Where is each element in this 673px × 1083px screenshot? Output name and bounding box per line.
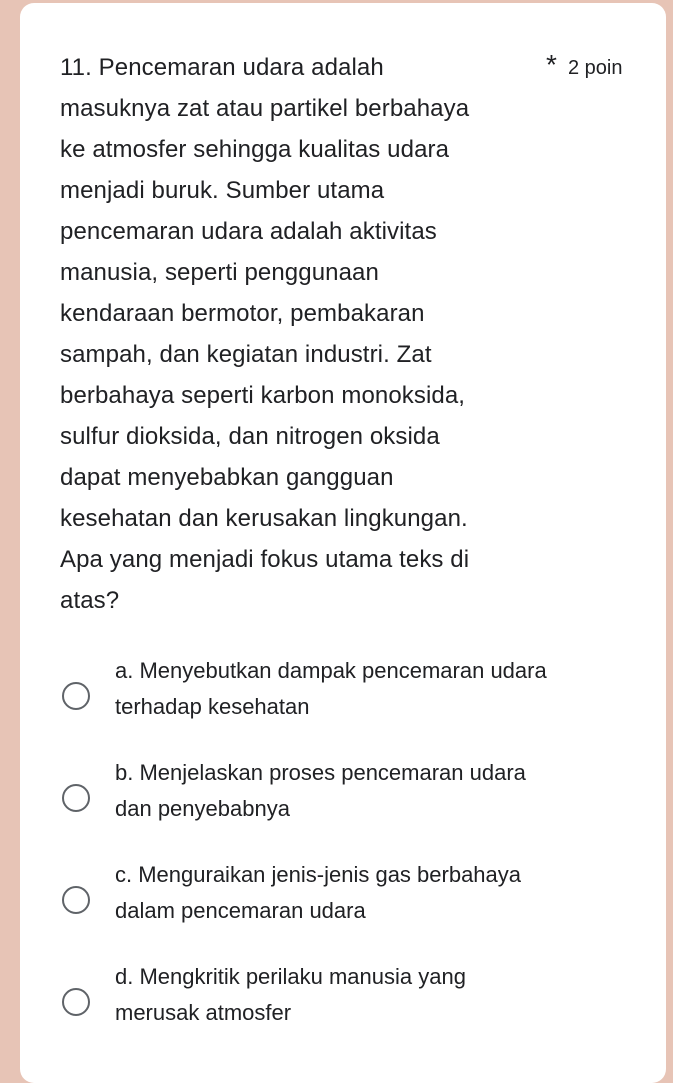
radio-button-d[interactable] bbox=[62, 988, 90, 1016]
option-b-label[interactable]: b. Menjelaskan proses pencemaran udara dan penyebabnya bbox=[115, 760, 526, 821]
option-a[interactable] bbox=[60, 653, 640, 755]
required-marker: * bbox=[546, 49, 557, 80]
options-list bbox=[60, 653, 640, 1061]
option-a-label[interactable]: a. Menyebutkan dampak pencemaran udara terhadap kesehatan bbox=[115, 658, 547, 719]
option-c[interactable] bbox=[60, 857, 640, 959]
option-c-label[interactable]: c. Menguraikan jenis-jenis gas berbahaya dalam pencemaran udara bbox=[115, 862, 522, 923]
radio-button-a[interactable] bbox=[62, 682, 90, 710]
question-card bbox=[20, 3, 666, 1083]
option-d-label[interactable]: d. Mengkritik perilaku manusia yang merusak atmosfer bbox=[115, 964, 466, 1025]
question-header bbox=[60, 47, 640, 621]
radio-button-c[interactable] bbox=[62, 886, 90, 914]
points-label: 2 poin bbox=[568, 57, 623, 79]
option-d[interactable] bbox=[60, 959, 640, 1061]
option-b[interactable] bbox=[60, 755, 640, 857]
radio-button-b[interactable] bbox=[62, 784, 90, 812]
question-text: 11. Pencemaran udara adalah masuknya zat atau partikel berbahaya ke atmosfer sehingga kualitas udara menjadi buruk. Sumber utama pencemaran udara adalah aktivitas manusia, seperti penggunaan kendaraan bermotor, pembakaran sampah, dan kegiatan industri. Zat berbahaya seperti karbon monoksida, sulfur dioksida, dan nitrogen oksida dapat menyebabkan gangguan kesehatan dan kerusakan lingkungan. Apa yang menjadi fokus utama teks di atas? bbox=[60, 54, 470, 614]
